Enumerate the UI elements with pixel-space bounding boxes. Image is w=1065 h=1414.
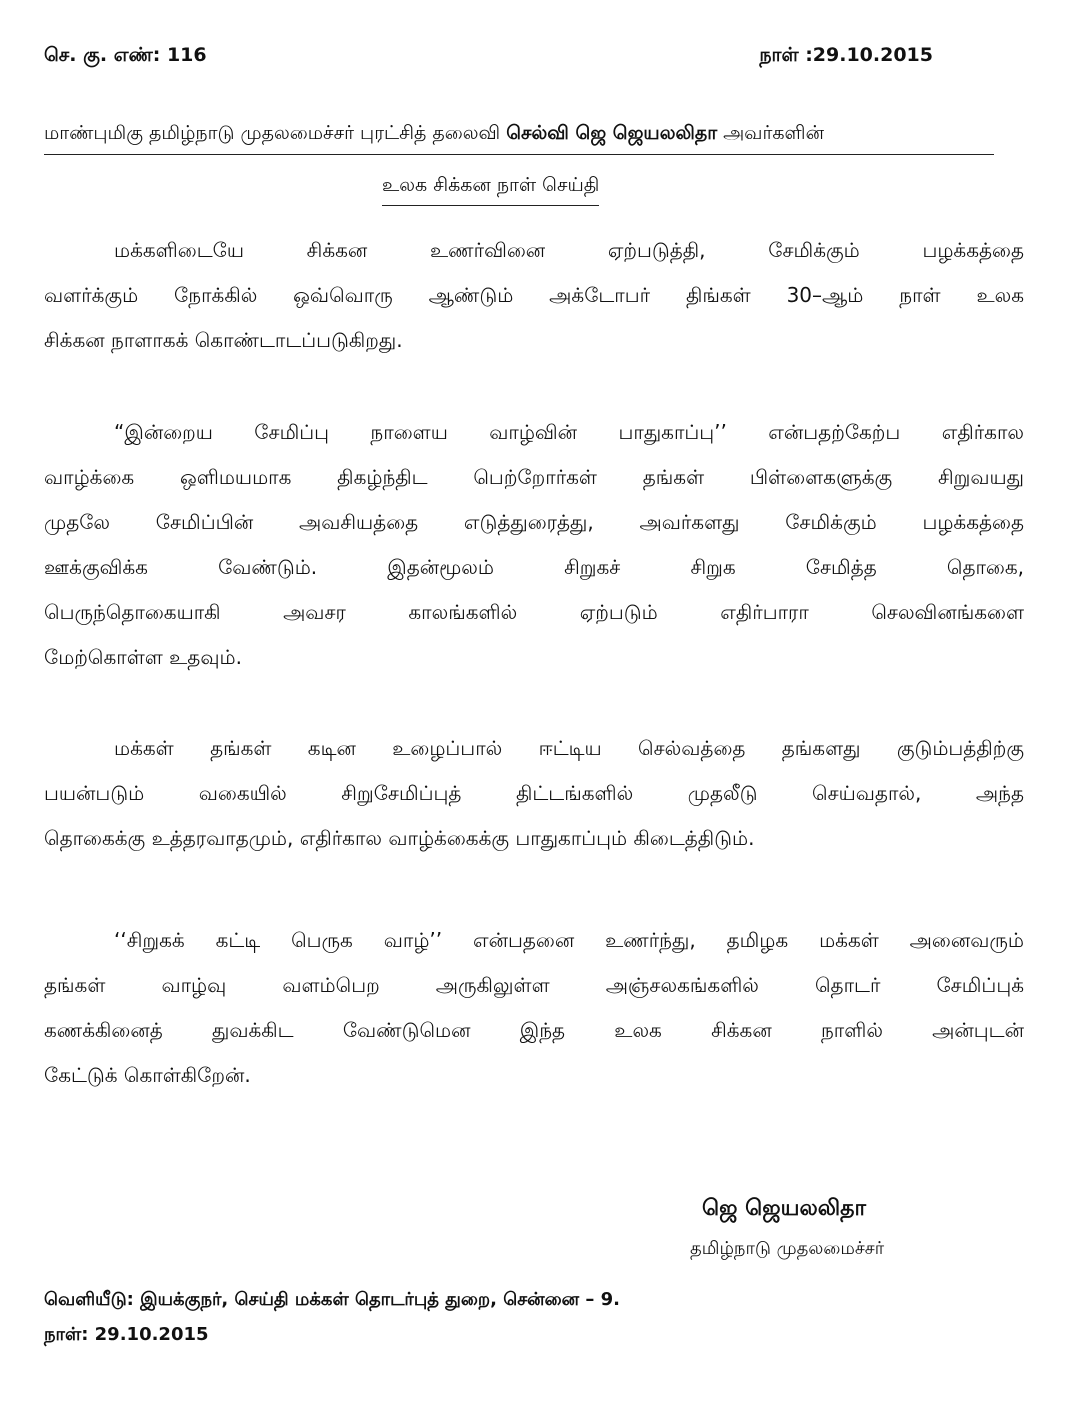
signature-name: ஜெ ஜெயலலிதா bbox=[702, 1196, 866, 1221]
paragraph-line: பெருந்தொகையாகி அவசர காலங்களில் ஏற்படும் எதிர்பாரா செலவினங்களை bbox=[44, 600, 1024, 624]
release-date: நாள் :29.10.2015 bbox=[759, 44, 933, 66]
paragraph-line: மக்களிடையே சிக்கன உணர்வினை ஏற்படுத்தி, சேமிக்கும் பழக்கத்தை bbox=[114, 238, 1024, 262]
paragraph-line: கணக்கினைத் துவக்கிட வேண்டுமென இந்த உலக சிக்கன நாளில் அன்புடன் bbox=[44, 1018, 1024, 1042]
paragraph-line: வாழ்க்கை ஒளிமயமாக திகழ்ந்திட பெற்றோர்கள் தங்கள் பிள்ளைகளுக்கு சிறுவயது bbox=[44, 465, 1024, 489]
title-suffix: அவர்களின் bbox=[717, 122, 824, 144]
paragraph-line: மக்கள் தங்கள் கடின உழைப்பால் ஈட்டிய செல்வத்தை தங்களது குடும்பத்திற்கு bbox=[114, 736, 1024, 760]
footer-date: நாள்: 29.10.2015 bbox=[44, 1324, 209, 1345]
paragraph-line: ‘‘சிறுகக் கட்டி பெருக வாழ்’’ என்பதனை உணர்ந்து, தமிழக மக்கள் அனைவரும் bbox=[114, 928, 1024, 952]
paragraph-4 bbox=[44, 918, 1024, 1098]
signature-title: தமிழ்நாடு முதலமைச்சர் bbox=[690, 1238, 885, 1259]
paragraph-line: ஊக்குவிக்க வேண்டும். இதன்மூலம் சிறுகச் சிறுக சேமித்த தொகை, bbox=[44, 555, 1024, 579]
paragraph-2 bbox=[44, 410, 1024, 680]
paragraph-3 bbox=[44, 726, 1024, 861]
paragraph-line: வளர்க்கும் நோக்கில் ஒவ்வொரு ஆண்டும் அக்டோபர் திங்கள் 30–ஆம் நாள் உலக bbox=[44, 283, 1024, 307]
paragraph-line: தொகைக்கு உத்தரவாதமும், எதிர்கால வாழ்க்கைக்கு பாதுகாப்பும் கிடைத்திடும். bbox=[44, 826, 755, 850]
paragraph-line: மேற்கொள்ள உதவும். bbox=[44, 645, 242, 669]
paragraph-line: “இன்றைய சேமிப்பு நாளைய வாழ்வின் பாதுகாப்பு’’ என்பதற்கேற்ப எதிர்கால bbox=[114, 420, 1024, 444]
paragraph-line: முதலே சேமிப்பின் அவசியத்தை எடுத்துரைத்து, அவர்களது சேமிக்கும் பழக்கத்தை bbox=[44, 510, 1024, 534]
document-title bbox=[44, 122, 994, 155]
paragraph-line: கேட்டுக் கொள்கிறேன். bbox=[44, 1063, 251, 1087]
title-prefix: மாண்புமிகு தமிழ்நாடு முதலமைச்சர் புரட்சித் தலைவி bbox=[44, 122, 507, 144]
paragraph-1 bbox=[44, 228, 1024, 363]
paragraph-line: பயன்படும் வகையில் சிறுசேமிப்புத் திட்டங்களில் முதலீடு செய்வதால், அந்த bbox=[44, 781, 1024, 805]
title-name: செல்வி ஜெ ஜெயலலிதா bbox=[506, 122, 718, 144]
document-subtitle: உலக சிக்கன நாள் செய்தி bbox=[382, 174, 599, 206]
paragraph-line: சிக்கன நாளாகக் கொண்டாடப்படுகிறது. bbox=[44, 328, 403, 352]
footer-publisher: வெளியீடு: இயக்குநர், செய்தி மக்கள் தொடர்புத் துறை, சென்னை – 9. bbox=[44, 1289, 621, 1310]
reference-number: செ. கு. எண்: 116 bbox=[44, 44, 207, 66]
paragraph-line: தங்கள் வாழ்வு வளம்பெற அருகிலுள்ள அஞ்சலகங்களில் தொடர் சேமிப்புக் bbox=[44, 973, 1024, 997]
